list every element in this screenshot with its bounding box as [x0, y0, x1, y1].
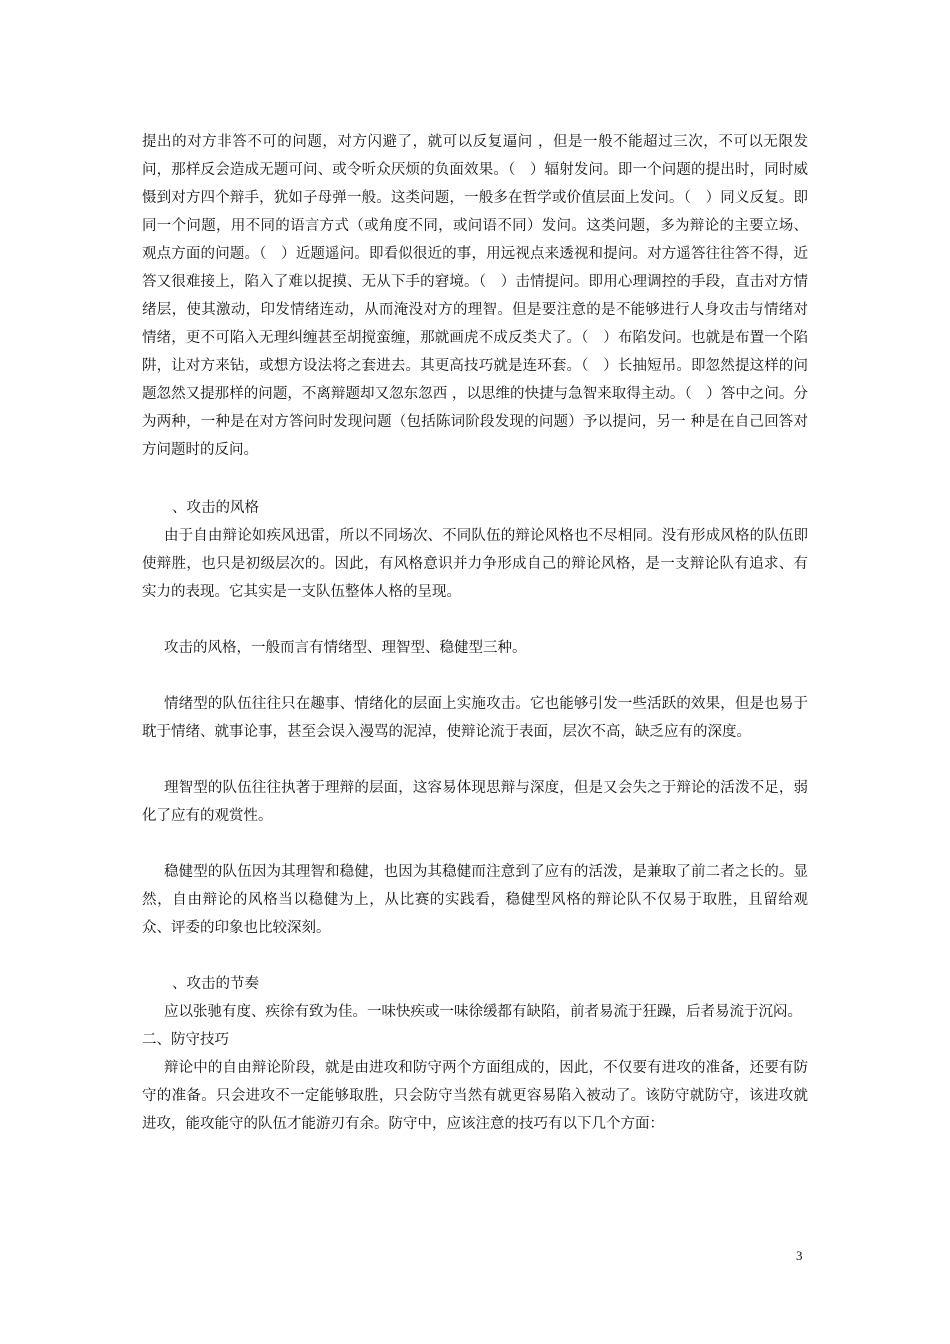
- section-heading-attack-rhythm: 、攻击的节奏: [172, 976, 259, 992]
- paragraph-style-types: 攻击的风格，一般而言有情绪型、理智型、稳健型三种。: [164, 640, 527, 656]
- paragraph-steady-type: 稳健型的队伍因为其理智和稳健，也因为其稳健而注意到了应有的活泼，是兼取了前二者之长的。显然，自由辩论的风格当以稳健为上，从比赛的实践看，稳健型风格的辩论队不仅易于取胜，且留给观众、评委的印象也比较深刻。: [142, 864, 808, 936]
- paragraph-defense: 辩论中的自由辩论阶段，就是由进攻和防守两个方面组成的，因此，不仅要有进攻的准备，还要有防守的准备。只会进攻不一定能够取胜，只会防守当然有就更容易陷入被动了。该防守就防守，该进攻就进攻，能攻能守的队伍才能游刃有余。防守中，应该注意的技巧有以下几个方面：: [142, 1060, 808, 1132]
- paragraph-style-intro: 由于自由辩论如疾风迅雷，所以不同场次、不同队伍的辩论风格也不尽相同。没有形成风格的队伍即使辩胜，也只是初级层次的。因此，有风格意识并力争形成自己的辩论风格，是一支辩论队有追求、有实力的表现。它其实是一支队伍整体人格的呈现。: [142, 528, 808, 600]
- paragraph-rhythm: 应以张驰有度、疾徐有致为佳。一味快疾或一味徐缓都有缺陷，前者易流于狂躁，后者易流于沉闷。: [164, 1004, 802, 1020]
- paragraph-rational-type: 理智型的队伍往往执著于理辩的层面，这容易体现思辩与深度，但是又会失之于辩论的活泼不足，弱化了应有的观赏性。: [142, 780, 808, 824]
- paragraph-question-techniques: 提出的对方非答不可的问题，对方闪避了，就可以反复逼问 ，但是一般不能超过三次，不可以无限发问，那样反会造成无题可问、或令听众厌烦的负面效果。（ ）辐射发问。即一个问题的提出时，同时威慑到对方四个辩手，犹如子母弹一般。这类问题，一般多在哲学或价值层面上发问。（ ）同义反复。即同一个问题，用不同的语言方式（或角度不同，或问语不同）发问。这类问题，多为辩论的主要立场、观点方面的问题。（ ）近题遥问。即看似很近的事，用远视点来透视和提问。对方遥答往往答不得，近答又很难接上，陷入了难以捉摸、无从下手的窘境。（ ）击情提问。即用心理调控的手段，直击对方情绪层，使其激动，印发情绪连动，从而淹没对方的理智。但是要注意的是不能够进行人身攻击与情绪对情绪，更不可陷入无理纠缠甚至胡搅蛮缠，那就画虎不成反类犬了。（ ）布陷发问。也就是布置一个陷阱，让对方来钻，或想方设法将之套进去。其更高技巧就是连环套。（ ）长抽短吊。即忽然提这样的问题忽然又提那样的问题，不离辩题却又忽东忽西 ，以思维的快捷与急智来取得主动。（ ）答中之问。分为两种，一种是在对方答问时发现问题（包括陈词阶段发现的问题）予以提问，另一 种是在自己回答对方问题时的反问。: [142, 134, 808, 458]
- section-heading-defense: 二、防守技巧: [142, 1032, 229, 1048]
- paragraph-emotional-type: 情绪型的队伍往往只在趣事、情绪化的层面上实施攻击。它也能够引发一些活跃的效果，但是也易于耽于情绪、就事论事，甚至会误入漫骂的泥淖，使辩论流于表面，层次不高，缺乏应有的深度。: [142, 696, 808, 740]
- section-heading-attack-style: 、攻击的风格: [172, 500, 259, 516]
- document-body: [142, 128, 808, 1138]
- page-number: 3: [796, 1248, 803, 1263]
